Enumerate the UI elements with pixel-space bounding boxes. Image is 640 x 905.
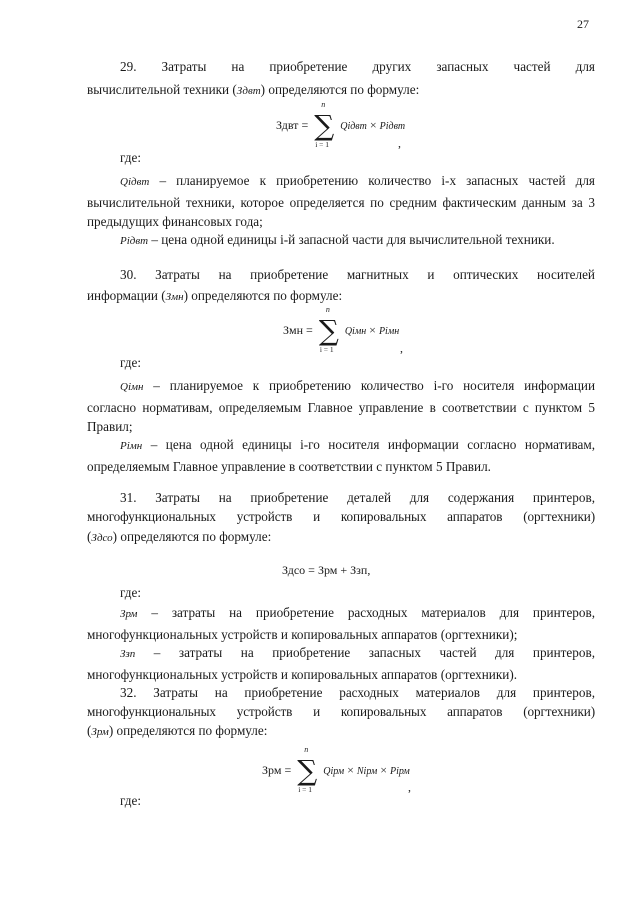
formula-30: Змн = n ∑ i = 1 Qiмн × Piмн xyxy=(283,305,400,354)
sum-sign-icon: n ∑ i = 1 xyxy=(318,305,339,354)
paragraph-30-line2: информации (Змн) определяются по формуле: xyxy=(87,288,343,303)
symbol-zrm: Зрм xyxy=(91,726,109,738)
definition-q-dvt: Qiдвт – планируемое к приобретению количество i-х запасных частей для вычислительной техники, которое определяется по средним фактическим данным за 3 предыдущих финансовых года; xyxy=(87,173,595,229)
where-label-3: где: xyxy=(120,585,141,600)
where-label-4: где: xyxy=(120,793,141,808)
paragraph-30-line1: 30. Затраты на приобретение магнитных и оптических носителей xyxy=(120,267,595,282)
definition-p-mn: Piмн – цена одной единицы i-го носителя информации согласно нормативам, определяемым Главное управление в соответствии с пунктом 5 Правил. xyxy=(87,437,596,474)
formula-30-comma: , xyxy=(400,341,403,355)
formula-32: Зрм = n ∑ i = 1 Qiрм × Niрм × Piрм xyxy=(262,745,410,794)
paragraph-29-line1: 29. Затраты на приобретение других запасных частей для xyxy=(120,59,595,74)
symbol-zdvt: Здвт xyxy=(236,85,261,97)
paragraph-29-line2: вычислительной техники (Здвт) определяются по формуле: xyxy=(87,82,420,97)
definition-z-rm: Зрм – затраты на приобретение расходных материалов для принтеров, многофункциональных устройств и копировальных аппаратов (оргтехники); xyxy=(87,605,596,642)
formula-29-comma: , xyxy=(398,136,401,150)
formula-29: Здвт = n ∑ i = 1 Qiдвт × Piдвт xyxy=(276,100,406,149)
where-label-2: где: xyxy=(120,355,141,370)
paragraph-32-line1: 32. Затраты на приобретение расходных материалов для принтеров, xyxy=(120,685,595,700)
formula-31: Здсо = Зрм + Ззп, xyxy=(282,563,371,577)
formula-32-comma: , xyxy=(408,780,411,794)
symbol-zdso: Здсо xyxy=(91,532,113,544)
sum-sign-icon: n ∑ i = 1 xyxy=(297,745,318,794)
paragraph-31-line2: многофункциональных устройств и копировальных аппаратов (оргтехники) xyxy=(87,509,595,524)
paragraph-31-line3: (Здсо) определяются по формуле: xyxy=(87,529,272,544)
definition-z-zp: Ззп – затраты на приобретение запасных частей для принтеров, многофункциональных устройств и копировальных аппаратов (оргтехники). xyxy=(87,645,595,682)
symbol-zmn: Змн xyxy=(165,291,184,303)
definition-p-dvt: Piдвт – цена одной единицы i-й запасной части для вычислительной техники. xyxy=(120,232,555,247)
page-number: 27 xyxy=(577,17,589,31)
paragraph-32-line3: (Зрм) определяются по формуле: xyxy=(87,723,268,738)
sum-sign-icon: n ∑ i = 1 xyxy=(314,100,335,149)
definition-q-mn: Qiмн – планируемое к приобретению количество i-го носителя информации согласно нормативам, определяемым Главное управление в соответствии с пунктом 5 Правил; xyxy=(87,378,596,434)
paragraph-31-line1: 31. Затраты на приобретение деталей для содержания принтеров, xyxy=(120,490,595,505)
paragraph-32-line2: многофункциональных устройств и копировальных аппаратов (оргтехники) xyxy=(87,704,595,719)
where-label-1: где: xyxy=(120,150,141,165)
